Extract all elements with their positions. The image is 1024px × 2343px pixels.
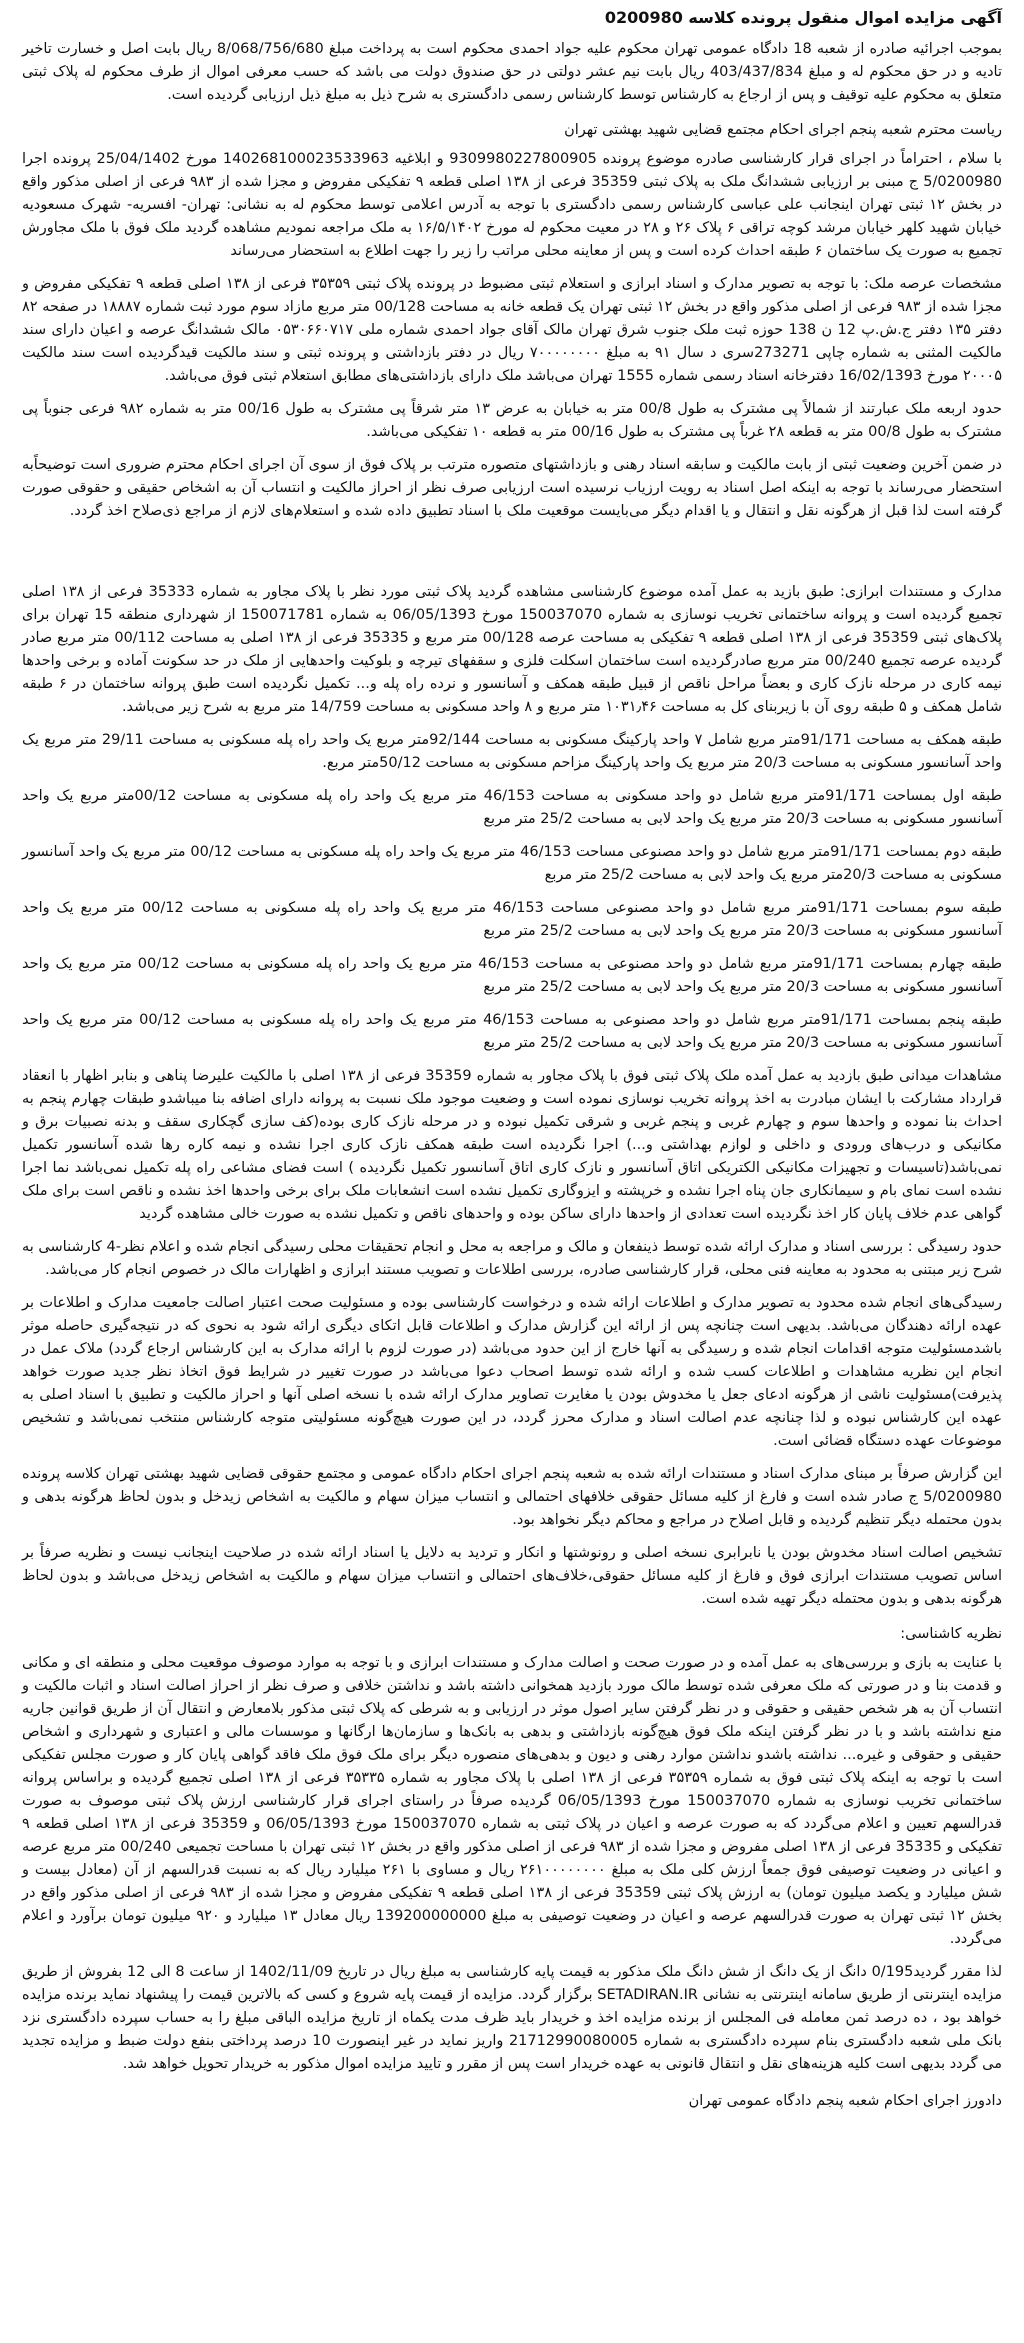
observations-paragraph: مشاهدات میدانی طبق بازدید به عمل آمده ملک پلاک ثبتی فوق با پلاک مجاور به شماره 35359 فرعی از ۱۳۸ اصلی با مالکیت علیرضا پناهی و بنابر اظهار با انعقاد قرارداد مشارکت با ایشان مبادرت به اخذ پروانه تخریب نوسازی نموده است و وضعیت موجود ملک نسبت به پروانه دارای اضافه بنا میباشدو طبقات چهارم پنجم به احداث بنا نموده و واحدها سوم و چهارم غربی و پنجم غربی و شرقی تکمیل نبوده و در مرحله نازک کاری بوده(کف سازی گچکاری سقف و بدنه نصبیات برق و مکانیکی و درب‌های ورودی و داخلی و لوازم بهداشتی و...) اجرا نگردیده است طبقه همکف نازک کاری اجرا نشده و نیمه کاره رها شده آسانسور تکمیل نمی‌باشد(تاسیسات و تجهیزات مکانیکی الکتریکی اتاق آسانسور و نازک کاری اتاق آسانسور تکمیل نگردیده ) است فضای مشاعی راه پله تکمیل نمی‌باشد نما اجرا نشده است نمای بام و سیمانکاری جان پناه اجرا نشده و خرپشته و ایزوگاری تکمیل نشده است انشعابات ملک برای برخی واحدها اخذ نشده و ناقص است برای ملک گواهی عدم خلاف پایان کار اخذ نگردیده است تعدادی از واحدها دارای ساکن بوده و واحدهای ناقص و تکمیل نشده به صورت خالی مشاهده گردید (22, 1068, 1002, 1222)
boundaries-paragraph: حدود اربعه ملک عبارتند از شمالاً پی مشترک به طول 00/8 متر به خیابان به عرض ۱۳ متر شرقاً پی مشترک به طول 00/16 متر به شماره ۹۸۲ فرعی جنوباً پی مشترک به طول 00/8 متر به قطعه ۲۸ غرباً پی مشترک به طول 00/16 متر به قطعه ۱۰ تفکیکی می‌باشد. (22, 401, 1002, 440)
floor-fourth: طبقه چهارم بمساحت 91/171متر مربع شامل دو واحد مصنوعی به مساحت 46/153 متر مربع یک واحد راه پله مسکونی به مساحت 00/12 متر مربع یک واحد آسانسور مسکونی به مساحت 20/3 متر مربع یک واحد لابی به مساحت 25/2 متر مربع (22, 956, 1002, 995)
property-spec-paragraph: مشخصات عرصه ملک: با توجه به تصویر مدارک و اسناد ابرازی و استعلام ثبتی مضبوط در پرونده پلاک ثبتی ۳۵۳۵۹ فرعی از ۱۳۸ اصلی قطعه ۹ تفکیکی مفروض و مجزا شده از ۹۸۳ فرعی از اصلی مذکور واقع در بخش ۱۲ ثبتی تهران یک قطعه خانه به مساحت 00/128 متر مربع مازاد سوم مورد ثبت شماره ۱۸۸۸۷ در صفحه ۸۲ دفتر ۱۳۵ دفتر ج.ش.پ 12 ن 138 حوزه ثبت ملک جنوب شرق تهران مالک آقای جواد احمدی شماره ملی ۰۵۳۰۶۶۰۷۱۷ مالک ششدانگ عرصه و اعیان دارای سند مالکیت المثنی به شماره چاپی 273271سری د سال ۹۱ به مبلغ ۷۰۰۰۰۰۰۰۰ ریال در دفتر بازداشتی و پرونده ثبتی و سند مالکیت قیدگردیده است سند مالکیت ۲۰۰۰۵ مورخ 16/02/1393 دفترخانه اسناد رسمی شماره 1555 تهران می‌باشد ملک دارای بازداشتی‌های مطابق استعلام ثبتی فوق می‌باشد. (22, 276, 1003, 384)
greeting-paragraph: با سلام ، احتراماً در اجرای قرار کارشناسی صادره موضوع پرونده 9309980227800905 و ابلاغیه 140268100023533963 مورخ 25/04/1402 پرونده اجرا 5/0200980 ج مبنی بر ارزیابی ششدانگ ملک به پلاک ثبتی 35359 فرعی از ۱۳۸ اصلی قطعه ۹ تفکیکی مفروض و مجزا شده از ۹۸۳ فرعی از اصلی مذکور واقع در بخش ۱۲ ثبتی تهران اینجانب علی عباسی کارشناس رسمی دادگستری با توجه به آدرس اعلامی توسط محکوم له به نشانی: تهران- افسریه- شهرک مسعودیه خیابان شهید کلهر خیابان مرشد کوچه تراقی ۶ پلاک ۲۶ و ۲۸ در معیت محکوم له مورخ ۱۶/۵/۱۴۰۲ به ملک مراجعه نمودیم مشاهده گردید ملک فوق با ملک مجاورش تجمیع به صورت یک ساختمان ۶ طبقه احداث کرده است و پس از معاینه محلی مراتب را زیر را جهت اطلاع به استحضار می‌رساند (22, 151, 1002, 259)
notice-title: آگهی مزایده اموال منقول پرونده کلاسه 0200980 (604, 8, 1002, 27)
registration-paragraph: در ضمن آخرین وضعیت ثبتی از بابت مالکیت و سابقه اسناد رهنی و بازداشتهای متصوره مترتب بر پلاک فوق از سوی آن اجرای احکام محترم ضروری است توضیحاًبه استحضار می‌رساند با توجه به اینکه اصل اسناد به رویت ارزیاب نرسیده است ارزیابی صرف نظر از احراز مالکیت و انتساب آن به اشخاص حقیقی و حقوقی صورت گرفته است لذا قبل از هرگونه نقل و انتقال و یا اقدام دیگر می‌بایست موقعیت ملک با اسناد تطبیق داده شده و استعلام‌های لازم از مراجع ذی‌صلاح اخذ گردد. (22, 457, 1002, 519)
limits-paragraph: رسیدگی‌های انجام شده محدود به تصویر مدارک و اطلاعات ارائه شده و درخواست کارشناسی بوده و مسئولیت صحت اعتبار اصالت جامعیت مدارک و اطلاعات بر عهده ارائه دهندگان می‌باشد. بدیهی است چنانچه پس از ارائه این گزارش مدارک و اطلاعات قابل اتکای دیگری ارائه شود به نحوی که در نتیجه‌گیری حاصله موثر باشدمسئولیت متوجه اقدامات انجام شده و رسیدگی به آنها خارج از این حدود می‌باشد (در صورت لزوم با ارائه مدارک به این کارشناس ارجاع گردد) ملاک عمل در انجام این نظریه مشاهدات و اطلاعات کسب شده و ارائه شده توسط اصحاب دعوا می‌باشد در صورت تغییر در شرایط فوق اتخاذ نظر جدید صورت خواهد پذیرفت)مسئولیت ناشی از هرگونه ادعای جعل یا مخدوش بودن یا مغایرت تصاویر مدارک ارائه شده با نسخه اصلی آنها و احراز مالکیت و تطبیق با اسناد اصلی به عهده این کارشناس نبوده و لذا چنانچه عدم اصالت اسناد و مدارک محرز گردد، در این صورت هیچ‌گونه مسئولیتی متوجه کارشناس منتخب نمی‌باشد و تشخیص موضوعات عهده دستگاه قضائی است. (22, 1295, 1002, 1449)
floor-first: طبقه اول بمساحت 91/171متر مربع شامل دو واحد مسکونی به مساحت 46/153 متر مربع یک واحد راه پله مسکونی به مساحت 00/12متر مربع یک واحد آسانسور مسکونی به مساحت 20/3 متر مربع یک واحد لابی به مساحت 25/2 متر مربع (22, 788, 1002, 827)
spacer (22, 533, 1002, 581)
auction-terms-paragraph: لذا مقرر گردید0/195 دانگ از یک دانگ از شش دانگ ملک مذکور به قیمت پایه کارشناسی به مبلغ ریال در تاریخ 1402/11/09 از ساعت 8 الی 12 بفروش از طریق مزایده اینترنتی از طریق سامانه اینترنتی به نشانی SETADIRAN.IR برگزار گردد. مزایده از قیمت پایه شروع و کسی که بالاترین قیمت را پیشنهاد نماید برنده مزایده خواهد بود ، ده درصد ثمن معامله فی المجلس از برنده مزایده اخذ و خریدار باید ظرف مدت یکماه از تاریخ مزایده الباقی مبلغ را به حساب سپرده دادگستری نزد بانک ملی شعبه دادگستری بنام سپرده دادگستری به شماره 21712990080005 واریز نماید در غیر اینصورت 10 درصد پرداختی بنفع دولت ضبط و مزایده تجدید می گردد بدیهی است کلیه هزینه‌های نقل و انتقال قانونی به عهده خریدار است پس از مقرر و تایید مزایده اموال مذکور به خریدار تحویل خواهد شد. (22, 1964, 1003, 2072)
report-paragraph: این گزارش صرفاً بر مبنای مدارک اسناد و مستندات ارائه شده به شعبه پنجم اجرای احکام دادگاه عمومی و مجتمع حقوقی قضایی شهید بهشتی تهران کلاسه پرونده 5/0200980 ج صادر شده است و فارغ از کلیه مسائل حقوقی خلافهای احتمالی و انتساب میزان سهام و مالکیت به اشخاص زیدخل و بدون لحاظ هرگونه بدهی و بدون محتمله دیگر تنظیم گردیده و قابل اصلاح در مراجع و محاکم دیگر نخواهد بود. (22, 1466, 1002, 1528)
floor-fifth: طبقه پنجم بمساحت 91/171متر مربع شامل دو واحد مصنوعی به مساحت 46/153 متر مربع یک واحد راه پله مسکونی به مساحت 00/12 متر مربع یک واحد آسانسور مسکونی به مساحت 20/3 متر مربع یک واحد لابی به مساحت 25/2 متر مربع (22, 1012, 1002, 1051)
floor-third: طبقه سوم بمساحت 91/171متر مربع شامل دو واحد مصنوعی مساحت 46/153 متر مربع یک واحد راه پله مسکونی به مساحت 00/12 متر مربع یک واحد آسانسور مسکونی به مساحت 20/3 متر مربع یک واحد لابی به مساحت 25/2 متر مربع (22, 900, 1002, 939)
floor-second: طبقه دوم بمساحت 91/171متر مربع شامل دو واحد مصنوعی مساحت 46/153 متر مربع یک واحد راه پله مسکونی به مساحت 00/12 متر مربع یک واحد آسانسور مسکونی به مساحت 20/3متر مربع یک واحد لابی به مساحت 25/2 متر مربع (22, 844, 1002, 883)
opinion-heading: نظریه کاشناسی: (900, 1626, 1002, 1642)
floor-ground: طبقه همکف به مساحت 91/171متر مربع شامل ۷ واحد پارکینگ مسکونی به مساحت 92/144متر مربع یک واحد راه پله مسکونی به مساحت 29/11 متر مربع یک واحد آسانسور مسکونی به مساحت 20/3 متر مربع یک واحد پارکینگ مزاحم مسکونی به مساحت 50/12متر مربع. (22, 732, 1002, 771)
scope-paragraph: حدود رسیدگی : بررسی اسناد و مدارک ارائه شده توسط ذینفعان و مالک و مراجعه به محل و انجام تحقیقات محلی رسیدگی انجام شده و اعلام نظر-4 کارشناسی به شرح زیر مبتنی به محدود به معاینه فنی محلی، قرار کارشناسی صادره، بررسی اطلاعات و تصویب مستند ابرازی و اظهارات مالک در خصوص انجام کار می‌باشد. (22, 1239, 1002, 1278)
signature: دادورز اجرای احکام شعبه پنجم دادگاه عمومی تهران (688, 2093, 1002, 2109)
diagnosis-paragraph: تشخیص اصالت اسناد مخدوش بودن یا نابرابری نسخه اصلی و رونوشتها و انکار و تردید به دلایل یا اسناد ارائه شده در صلاحیت اینجانب نیست و نظریه صرفاً بر اساس تصویب مستندات ابرازی فوق و فارغ از کلیه مسائل حقوقی،خلاف‌های احتمالی و انتساب میزان سهام و مالکیت به اشخاص زیدخل می‌باشد و بدون لحاظ هرگونه بدهی و بدون محتمله دیگر تهیه شده است. (22, 1545, 1002, 1607)
documents-paragraph: مدارک و مستندات ابرازی: طبق بازید به عمل آمده موضوع کارشناسی مشاهده گردید پلاک ثبتی مورد نظر با پلاک مجاور به شماره 35333 فرعی از ۱۳۸ اصلی تجمیع گردیده است و پروانه ساختمانی تخریب نوسازی به شماره 150037070 مورخ 06/05/1393 به شماره 150071781 از شهرداری منطقه 15 تهران برای پلاک‌های ثبتی 35359 فرعی از ۱۳۸ اصلی قطعه ۹ تفکیکی به مساحت عرصه 00/128 متر مربع و 35335 فرعی از ۱۳۸ اصلی به مساحت 00/112 متر مربع صادر گردیده عرصه تجمیع 00/240 متر مربع صادرگردیده است ساختمان اسکلت فلزی و سقفهای تیرچه و بلوکیت واحدهایی از ملک در حد سکونت آماده و برخی واحدها نیمه کاری در مرحله نازک کاری و بعضاً مراحل ناقص از قبیل طبقه همکف و آسانسور و نرده راه پله و... تکمیل نگردیده است طبق پروانه ساختمان در ۶ طبقه شامل همکف و ۵ طبقه روی آن با زیربنای کل به مساحت ۱۰۳۱٫۴۶ متر مربع و ۸ واحد مسکونی به مساحت 14/759 متر مربع به شرح زیر می‌باشد. (22, 584, 1003, 715)
addressee: ریاست محترم شعبه پنجم اجرای احکام مجتمع قضایی شهید بهشتی تهران (564, 122, 1002, 138)
intro-paragraph: بموجب اجرائیه صادره از شعبه 18 دادگاه عمومی تهران محکوم علیه جواد احمدی محکوم است به پرداخت مبلغ 8/068/756/680 ریال بابت اصل و خسارت تاخیر تادیه و در حق محکوم له و مبلغ 403/437/834 ریال بابت نیم عشر دولتی در حق صندوق دولت می باشد که حسب معرفی اموال از طرف محکوم له پلاک ثبتی متعلق به محکوم علیه توقیف و پس از ارجاع به کارشناس توسط کارشناس رسمی دادگستری به شرح ذیل به مبلغ ذیل ارزیابی گردیده است. (22, 41, 1003, 103)
opinion-paragraph: با عنایت به بازی و بررسی‌های به عمل آمده و در صورت صحت و اصالت مدارک و مستندات ابرازی و با توجه به موارد موصوف موقعیت محلی و منطقه ای و مکانی و قدمت بنا و در صورتی که ملک معرفی شده توسط مالک مورد بازدید همخوانی داشته باشد و نداشتن خلافی و صرف نظر از احراز اصالت اسناد و اثبات مالکیت و انتساب آن به هر شخص حقیقی و حقوقی و در نظر گرفتن سایر اصول موثر در ارزیابی و به شرطی که پلاک ثبتی مذکور بلامعارض و انتقال آن از طریق قوانین جاریه منع نداشته باشد و با در نظر گرفتن اینکه ملک فوق هیچ‌گونه بازداشتی و بدهی به بانک‌ها و سازمان‌ها ارگانها و موسسات مالی و اعتباری و شهرداری و اشخاص حقیقی و حقوقی و غیره... نداشته باشدو نداشتن موارد رهنی و دیون و بدهی‌های منصوره دیگر برای ملک فوق ملک فاقد گواهی پایان کار و صورت مجلس تفکیکی است با توجه به اینکه پلاک ثبتی فوق به شماره ۳۵۳۵۹ فرعی از ۱۳۸ اصلی با پلاک مجاور به شماره ۳۵۳۳۵ فرعی از ۱۳۸ اصلی تجمیع گردیده و براساس پروانه ساختمانی تخریب نوسازی به شماره 150037070 مورخ 06/05/1393 گردیده صرفاً در راستای اجرای قرار کارشناسی ارزش پلاک ثبتی موصوف به صورت قدرالسهم تعیین و اعلام می‌گردد که به صورت عرصه و اعیان در پلاک ثبتی به شماره 150037070 مورخ 06/05/1393 و 35359 فرعی از ۱۳۸ اصلی قطعه ۹ تفکیکی و 35335 فرعی از ۱۳۸ اصلی مفروض و مجزا شده از ۹۸۳ فرعی از اصلی مذکور واقع در بخش ۱۲ ثبتی تهران با مساحت تجمیعی 00/240 متر مربع عرصه و اعیانی در وضعیت توصیفی فوق جمعاً ارزش کلی ملک به مبلغ ۲۶۱۰۰۰۰۰۰۰۰ ریال و مساوی با ۲۶۱ میلیارد ریال که به نسبت قدرالسهم از آن (معادل بیست و شش میلیارد و یکصد میلیون تومان) به ارزش پلاک ثبتی 35359 فرعی از ۱۳۸ اصلی قطعه ۹ تفکیکی مفروض و مجزا شده از ۹۸۳ فرعی از اصلی مذکور واقع در بخش ۱۲ ثبتی تهران به صورت قدرالسهم عرصه و اعیان در وضعیت توصیفی به مبلغ 139200000000 ریال معادل ۱۳ میلیارد و ۹۲۰ میلیون تومان برآورد و اعلام می‌گردد. (22, 1655, 1003, 1947)
